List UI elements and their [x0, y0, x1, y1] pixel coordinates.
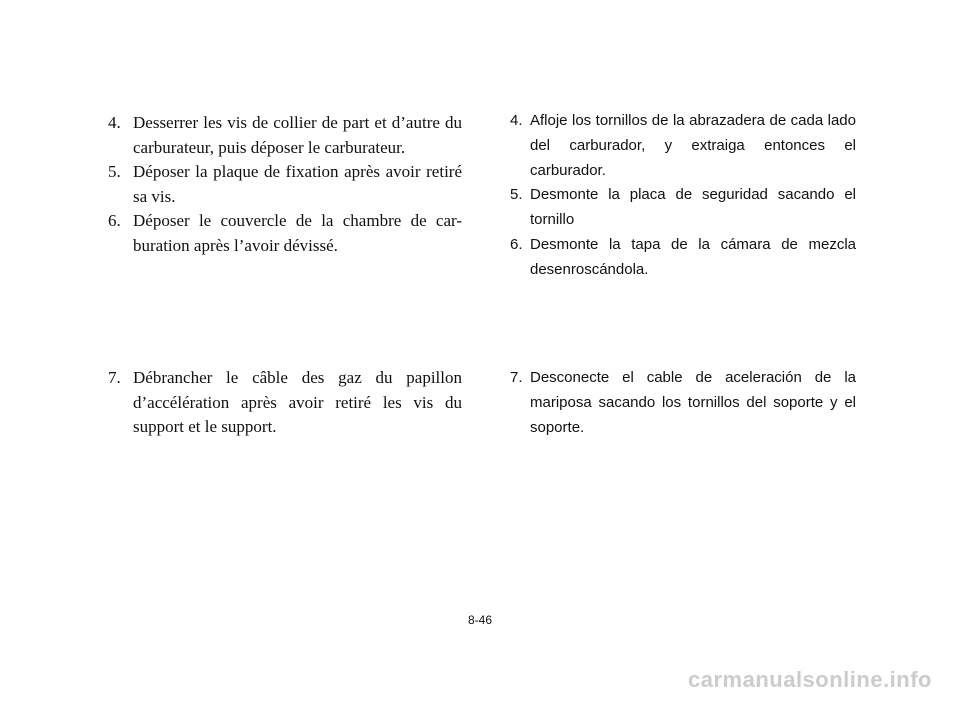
page-number: 8-46 — [467, 613, 493, 627]
watermark: carmanualsonline.info — [688, 667, 932, 692]
spanish-instructions-bottom — [510, 366, 856, 440]
step-number: 4. — [108, 113, 121, 132]
list-item — [510, 109, 856, 183]
step-text: Déposer le couvercle de la chambre de car-buration après l’avoir dévissé. — [133, 211, 462, 255]
step-text: Desconecte el cable de aceleración de la mariposa sacando los tornillos del soporte y el soporte. — [530, 369, 856, 436]
step-text: Déposer la plaque de fixation après avoir retiré sa vis. — [133, 162, 462, 206]
step-text: Desmonte la placa de seguridad sacando el tornillo — [530, 186, 856, 229]
step-number: 7. — [510, 369, 523, 386]
spanish-instructions-top — [510, 109, 856, 283]
french-instructions-bottom — [108, 366, 462, 440]
list-item — [108, 111, 462, 160]
step-text: Débrancher le câble des gaz du papillon d’accélération après avoir retiré les vis du support et le support. — [133, 368, 462, 436]
step-number: 5. — [108, 162, 121, 181]
list-item — [510, 183, 856, 233]
list-item — [510, 233, 856, 283]
step-number: 6. — [510, 235, 523, 253]
step-number: 7. — [108, 368, 121, 387]
step-number: 5. — [510, 186, 523, 204]
step-text: Desmonte la tapa de la cámara de mezcla desenroscándola. — [530, 235, 856, 278]
step-number: 6. — [108, 211, 121, 230]
list-item — [510, 366, 856, 440]
list-item — [108, 366, 462, 440]
french-instructions-top — [108, 111, 462, 258]
step-text: Afloje los tornillos de la abrazadera de cada lado del carburador, y extraiga entonces el carburador. — [530, 112, 856, 179]
step-number: 4. — [510, 112, 523, 129]
list-item — [108, 209, 462, 258]
step-text: Desserrer les vis de collier de part et d’autre du carburateur, puis déposer le carburateur. — [133, 113, 462, 157]
list-item — [108, 160, 462, 209]
